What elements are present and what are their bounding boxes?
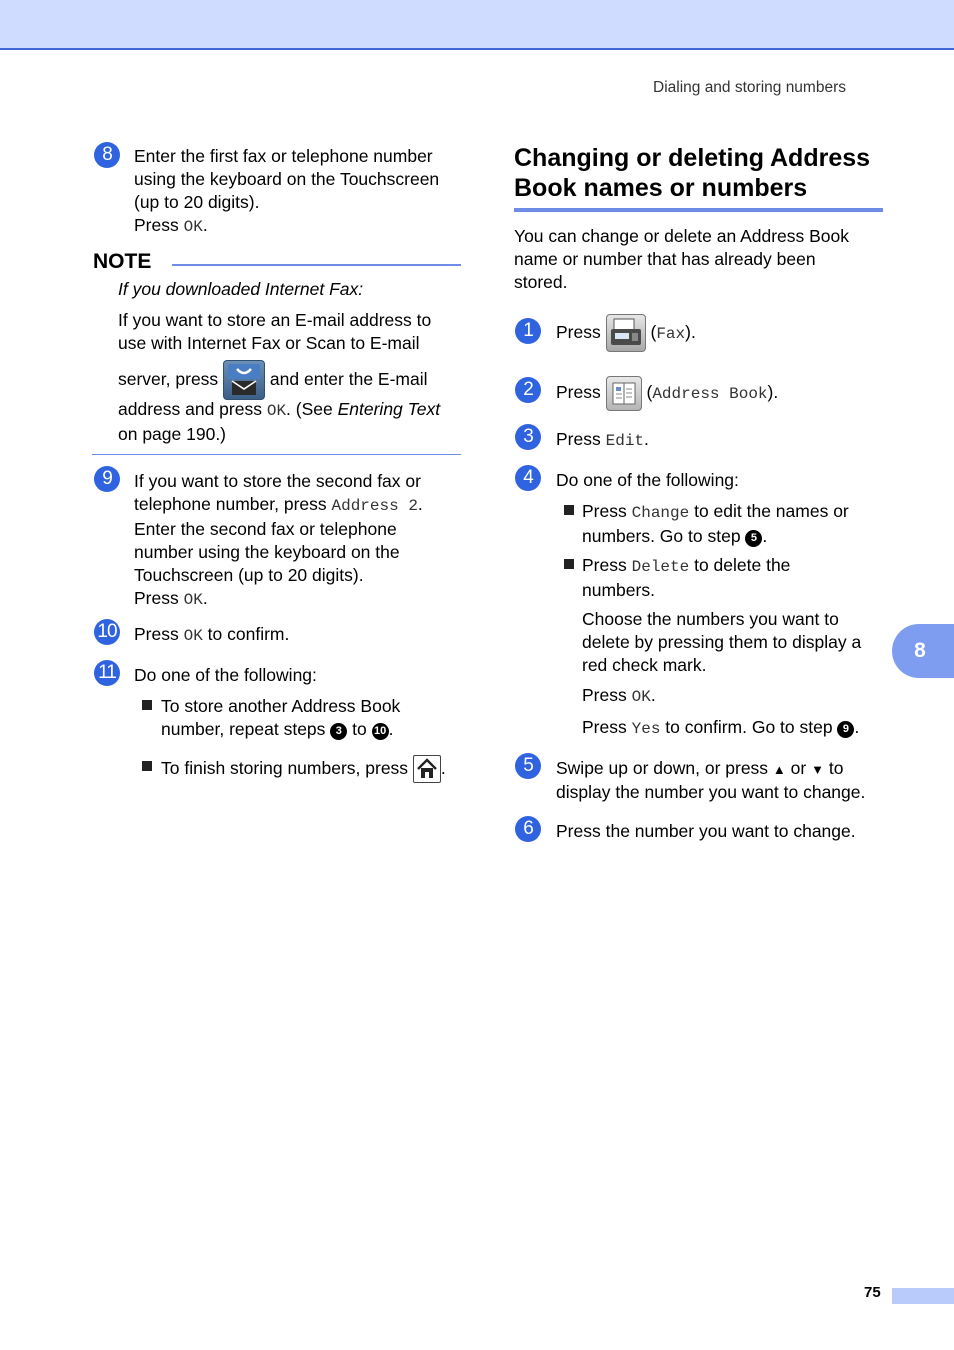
step-8-line: Enter the first fax or telephone number bbox=[134, 146, 433, 166]
ok-key: OK bbox=[183, 627, 203, 645]
text: Press bbox=[582, 555, 632, 575]
note-text: server, press bbox=[118, 369, 224, 389]
step-2-text bbox=[556, 372, 778, 414]
para-line: Choose the numbers you want to bbox=[582, 609, 839, 629]
entering-text-ref: Entering Text bbox=[337, 399, 441, 419]
para-line: red check mark. bbox=[582, 655, 707, 675]
punct: . bbox=[644, 429, 649, 449]
step-4-text: Do one of the following: bbox=[556, 470, 739, 490]
note-text: . (See bbox=[286, 399, 338, 419]
punct: . bbox=[762, 526, 768, 546]
text: numbers. Go to step bbox=[582, 526, 746, 546]
step-5-line: display the number you want to change. bbox=[556, 782, 866, 802]
punct: . bbox=[202, 215, 208, 235]
step-number-4: 4 bbox=[515, 465, 541, 491]
punct: . bbox=[854, 717, 860, 737]
down-arrow-icon: ▼ bbox=[811, 762, 824, 777]
text: telephone number, press bbox=[134, 494, 332, 514]
punct: ( bbox=[645, 322, 657, 342]
text: to edit the names or bbox=[689, 501, 849, 521]
heading-line: Book names or numbers bbox=[514, 174, 808, 202]
punct: . bbox=[417, 494, 423, 514]
bullet-marker bbox=[142, 700, 152, 710]
change-key: Change bbox=[631, 504, 690, 522]
punct: . bbox=[650, 685, 656, 705]
home-icon bbox=[414, 756, 440, 782]
text: Press bbox=[582, 501, 632, 521]
step-number-9: 9 bbox=[94, 466, 120, 492]
heading-line: Changing or deleting Address bbox=[514, 144, 871, 172]
address-book-icon bbox=[607, 377, 641, 410]
step-ref-10: 10 bbox=[372, 723, 389, 740]
phone-envelope-icon bbox=[224, 361, 264, 399]
step-number-8: 8 bbox=[94, 142, 120, 168]
note-divider-top bbox=[172, 264, 461, 266]
bullet-line: numbers. bbox=[582, 580, 655, 600]
step-number-1: 1 bbox=[515, 318, 541, 344]
bullet-marker bbox=[142, 761, 152, 771]
press-label: Press bbox=[134, 215, 184, 235]
address-2-key: Address 2 bbox=[331, 497, 418, 515]
text: to bbox=[347, 719, 372, 739]
fax-icon bbox=[607, 315, 645, 351]
up-arrow-icon: ▲ bbox=[772, 762, 786, 777]
text: Swipe up or down, or press bbox=[556, 758, 773, 778]
step-4-bullet-2 bbox=[582, 554, 902, 602]
bullet-line bbox=[582, 500, 902, 525]
text: Press bbox=[582, 717, 632, 737]
yes-key: Yes bbox=[631, 720, 661, 738]
bullet-marker bbox=[564, 505, 574, 515]
punct: ). bbox=[767, 382, 779, 402]
step-ref-5: 5 bbox=[745, 530, 762, 547]
text: Press bbox=[556, 322, 606, 342]
note-text: address and press bbox=[118, 399, 267, 419]
step-10-text bbox=[134, 623, 289, 648]
note-intro: If you downloaded Internet Fax: bbox=[118, 279, 364, 299]
bullet-line bbox=[582, 525, 902, 548]
step-4-press-yes bbox=[582, 716, 902, 741]
intro-line: stored. bbox=[514, 272, 568, 292]
punct: . bbox=[388, 719, 394, 739]
text: To finish storing numbers, press bbox=[161, 758, 413, 778]
ok-key: OK bbox=[266, 402, 287, 420]
step-9-text bbox=[134, 470, 474, 612]
bullet-line bbox=[161, 718, 471, 741]
note-line: on page 190.) bbox=[118, 424, 227, 444]
ok-key: OK bbox=[631, 688, 651, 706]
step-9-line: Enter the second fax or telephone bbox=[134, 519, 397, 539]
fax-key: Fax bbox=[656, 325, 686, 343]
intro-line: name or number that has already been bbox=[514, 249, 816, 269]
section-heading bbox=[514, 143, 894, 203]
text: to delete the bbox=[689, 555, 791, 575]
step-11-bullet-1 bbox=[161, 695, 471, 741]
text: Press bbox=[134, 624, 184, 644]
step-number-6: 6 bbox=[515, 816, 541, 842]
edit-key: Edit bbox=[605, 432, 645, 450]
note-line bbox=[118, 398, 468, 423]
step-5-text bbox=[556, 757, 896, 804]
step-4-bullet-1 bbox=[582, 500, 902, 548]
press-label: Press bbox=[134, 588, 184, 608]
address-book-button[interactable] bbox=[606, 376, 642, 411]
text: to bbox=[823, 758, 844, 778]
step-8-line: (up to 20 digits). bbox=[134, 192, 260, 212]
intro-line: You can change or delete an Address Book bbox=[514, 226, 850, 246]
step-8-press-line bbox=[134, 214, 474, 239]
bullet-line: To store another Address Book bbox=[161, 696, 401, 716]
address-book-key: Address Book bbox=[652, 385, 768, 403]
step-1-text bbox=[556, 312, 696, 354]
step-9-line: If you want to store the second fax or bbox=[134, 471, 421, 491]
footer-band bbox=[892, 1288, 954, 1304]
step-8-text bbox=[134, 145, 474, 239]
text: number, repeat steps bbox=[161, 719, 331, 739]
intro-paragraph bbox=[514, 225, 894, 294]
step-6-text: Press the number you want to change. bbox=[556, 821, 856, 841]
step-number-2: 2 bbox=[515, 377, 541, 403]
note-title: NOTE bbox=[93, 250, 152, 273]
step-11-text: Do one of the following: bbox=[134, 665, 317, 685]
step-4-choose-para bbox=[582, 608, 902, 677]
top-header-band bbox=[0, 0, 954, 50]
running-head: Dialing and storing numbers bbox=[653, 79, 846, 96]
text: Press bbox=[556, 429, 606, 449]
note-text: and enter the E-mail bbox=[265, 369, 428, 389]
chapter-tab: 8 bbox=[892, 624, 954, 678]
note-line: use with Internet Fax or Scan to E-mail bbox=[118, 333, 420, 353]
fax-button[interactable] bbox=[606, 314, 646, 352]
phone-settings-icon[interactable] bbox=[223, 360, 265, 400]
punct: ). bbox=[685, 322, 696, 342]
step-4-press-ok bbox=[582, 684, 656, 709]
text: to confirm. Go to step bbox=[660, 717, 838, 737]
delete-key: Delete bbox=[631, 558, 690, 576]
punct: . bbox=[202, 588, 208, 608]
step-9-line: Touchscreen (up to 20 digits). bbox=[134, 565, 364, 585]
step-9-press-line bbox=[134, 587, 474, 612]
step-9-line bbox=[134, 493, 474, 518]
step-number-5: 5 bbox=[515, 753, 541, 779]
note-line: If you want to store an E-mail address to bbox=[118, 310, 432, 330]
note-tail bbox=[118, 398, 468, 446]
text: Press bbox=[556, 382, 606, 402]
step-ref-3: 3 bbox=[330, 723, 347, 740]
bullet-marker bbox=[564, 559, 574, 569]
step-number-3: 3 bbox=[515, 424, 541, 450]
step-8-line: using the keyboard on the Touchscreen bbox=[134, 169, 440, 189]
step-5-line bbox=[556, 757, 896, 781]
note-body bbox=[118, 309, 463, 355]
bullet-line bbox=[582, 554, 902, 579]
ok-key: OK bbox=[183, 591, 203, 609]
text: or bbox=[785, 758, 812, 778]
step-number-10: 10 bbox=[94, 619, 120, 645]
punct: ( bbox=[641, 382, 653, 402]
note-press-line bbox=[118, 359, 463, 400]
step-number-11: 11 bbox=[94, 660, 120, 686]
para-line: delete by pressing them to display a bbox=[582, 632, 862, 652]
step-3-text bbox=[556, 428, 649, 453]
step-ref-9: 9 bbox=[837, 721, 854, 738]
note-divider-bottom bbox=[92, 454, 461, 455]
step-9-line: number using the keyboard on the bbox=[134, 542, 400, 562]
text: to confirm. bbox=[202, 624, 290, 644]
text: Press bbox=[582, 685, 632, 705]
heading-rule bbox=[514, 208, 883, 212]
punct: . bbox=[440, 758, 446, 778]
ok-key: OK bbox=[183, 218, 203, 236]
home-button[interactable] bbox=[413, 755, 441, 783]
page-number: 75 bbox=[864, 1284, 881, 1301]
step-11-bullet-2 bbox=[161, 752, 481, 784]
